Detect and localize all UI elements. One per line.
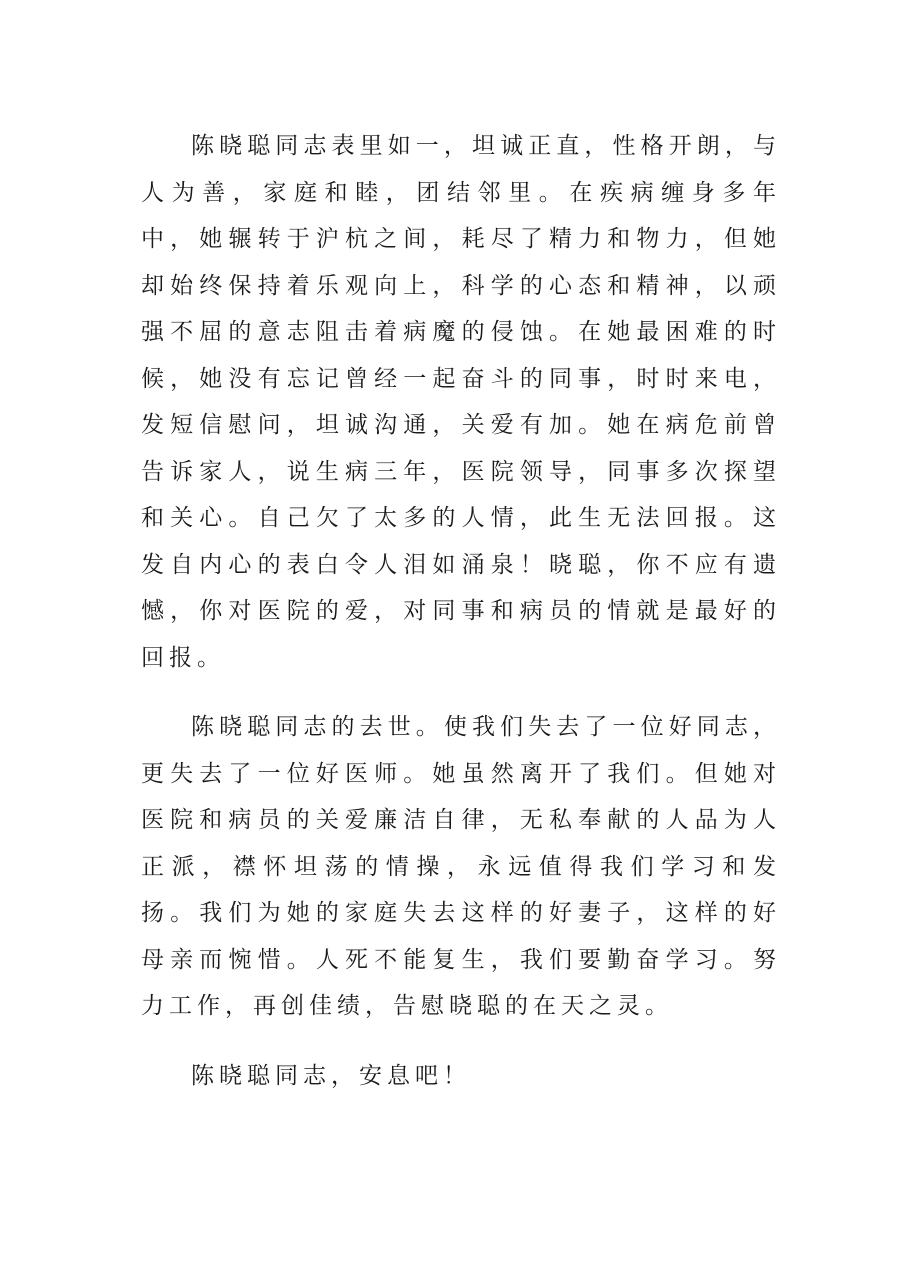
paragraph-tribute: 陈晓聪同志表里如一，坦诚正直，性格开朗，与人为善，家庭和睦，团结邻里。在疾病缠身多年中，她辗转于沪杭之间，耗尽了精力和物力，但她却始终保持着乐观向上，科学的心态和精神，以顽强不屈的意志阻击着病魔的侵蚀。在她最困难的时候，她没有忘记曾经一起奋斗的同事，时时来电，发短信慰问，坦诚沟通，关爱有加。她在病危前曾告诉家人，说生病三年，医院领导，同事多次探望和关心。自己欠了太多的人情，此生无法回报。这发自内心的表白令人泪如涌泉！晓聪，你不应有遗憾，你对医院的爱，对同事和病员的情就是最好的回报。 xyxy=(141,133,781,671)
document-body xyxy=(141,123,781,1099)
paragraph-mourning: 陈晓聪同志的去世。使我们失去了一位好同志，更失去了一位好医师。她虽然离开了我们。但她对医院和病员的关爱廉洁自律，无私奉献的人品为人正派，襟怀坦荡的情操，永远值得我们学习和发扬。我们为她的家庭失去这样的好妻子，这样的好母亲而惋惜。人死不能复生，我们要勤奋学习。努力工作，再创佳绩，告慰晓聪的在天之灵。 xyxy=(141,714,781,1019)
paragraph-farewell: 陈晓聪同志，安息吧！ xyxy=(191,1062,471,1089)
